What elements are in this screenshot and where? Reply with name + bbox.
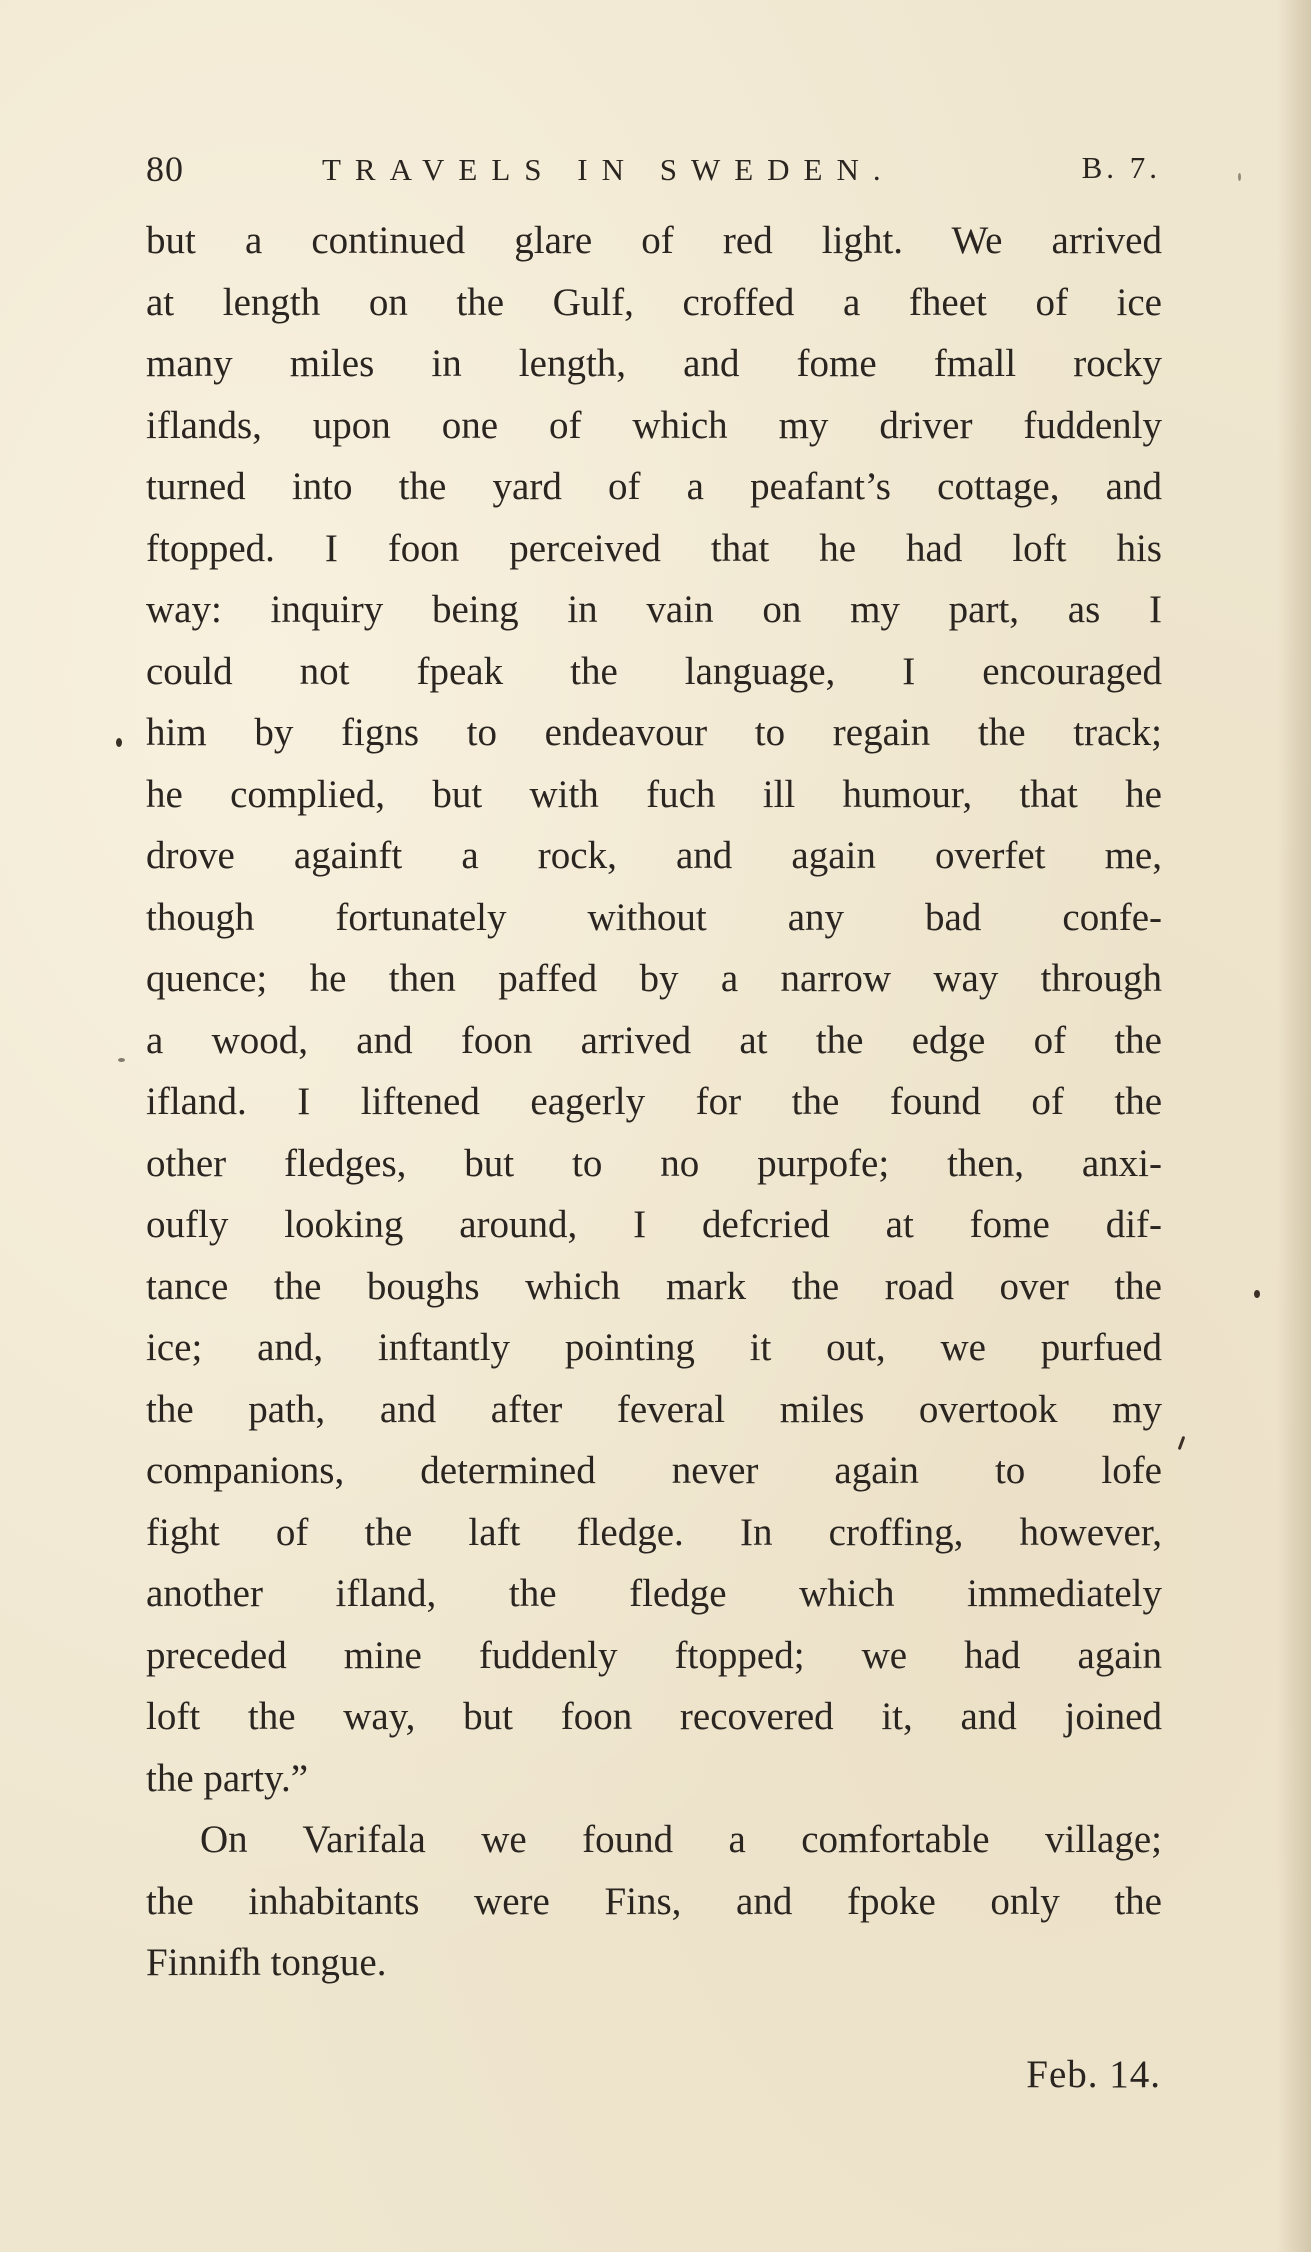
book-section-mark: B. 7. [1081, 150, 1161, 185]
text-line: loft the way, but foon recovered it, and joined [146, 1695, 1162, 1738]
text-line: ice; and, inftantly pointing it out, we purfued [146, 1326, 1162, 1369]
page-number: 80 [146, 149, 184, 189]
text-line: way: inquiry being in vain on my part, as I [146, 588, 1162, 631]
ink-speck [118, 1058, 125, 1062]
ink-speck [116, 738, 122, 747]
text-line: turned into the yard of a peafant’s cottage, and [146, 465, 1162, 508]
page-header [146, 148, 1161, 198]
text-line: the inhabitants were Fins, and fpoke only the [146, 1879, 1162, 1923]
text-line: could not fpeak the language, I encouraged [146, 649, 1162, 693]
text-line: other fledges, but to no purpofe; then, anxi- [146, 1141, 1162, 1185]
text-line: oufly looking around, I defcried at fome dif- [146, 1203, 1162, 1246]
ink-speck [1178, 1436, 1186, 1450]
text-line: drove againft a rock, and again overfet me, [146, 834, 1162, 877]
text-line: him by figns to endeavour to regain the track; [146, 711, 1162, 754]
text-line: a wood, and foon arrived at the edge of the [146, 1018, 1162, 1062]
text-line: he complied, but with fuch ill humour, that he [146, 772, 1162, 816]
text-line: iflands, upon one of which my driver fuddenly [146, 403, 1162, 447]
text-line-paragraph-end: Finnifh tongue. [146, 1941, 387, 1984]
catchword: Feb. 14. [1026, 2053, 1161, 2096]
text-line: at length on the Gulf, croffed a fheet of ice [146, 280, 1162, 324]
text-line: many miles in length, and fome fmall rocky [146, 342, 1162, 385]
body-text [146, 210, 1162, 1994]
text-line: though fortunately without any bad confe- [146, 895, 1162, 939]
text-line: ifland. I liftened eagerly for the found of the [146, 1080, 1162, 1123]
text-line: the path, and after feveral miles overtook my [146, 1387, 1162, 1431]
text-line: preceded mine fuddenly ftopped; we had again [146, 1633, 1162, 1677]
text-line: tance the boughs which mark the road over the [146, 1264, 1162, 1308]
text-line: ftopped. I foon perceived that he had loft his [146, 526, 1162, 570]
running-title: TRAVELS IN SWEDEN. [322, 152, 895, 187]
ink-speck [1254, 1290, 1260, 1298]
text-line: but a continued glare of red light. We arrived [146, 219, 1162, 262]
text-line: another ifland, the fledge which immediately [146, 1572, 1162, 1615]
page-gutter-shadow [1277, 0, 1311, 2252]
ink-speck [1238, 173, 1241, 181]
text-line: fight of the laft fledge. In croffing, however, [146, 1510, 1162, 1554]
text-line: companions, determined never again to lofe [146, 1449, 1162, 1492]
text-line-paragraph-start: On Varifala we found a comfortable village; [200, 1818, 1162, 1861]
text-line: quence; he then paffed by a narrow way through [146, 957, 1162, 1000]
text-line-paragraph-end: the party.” [146, 1756, 309, 1800]
